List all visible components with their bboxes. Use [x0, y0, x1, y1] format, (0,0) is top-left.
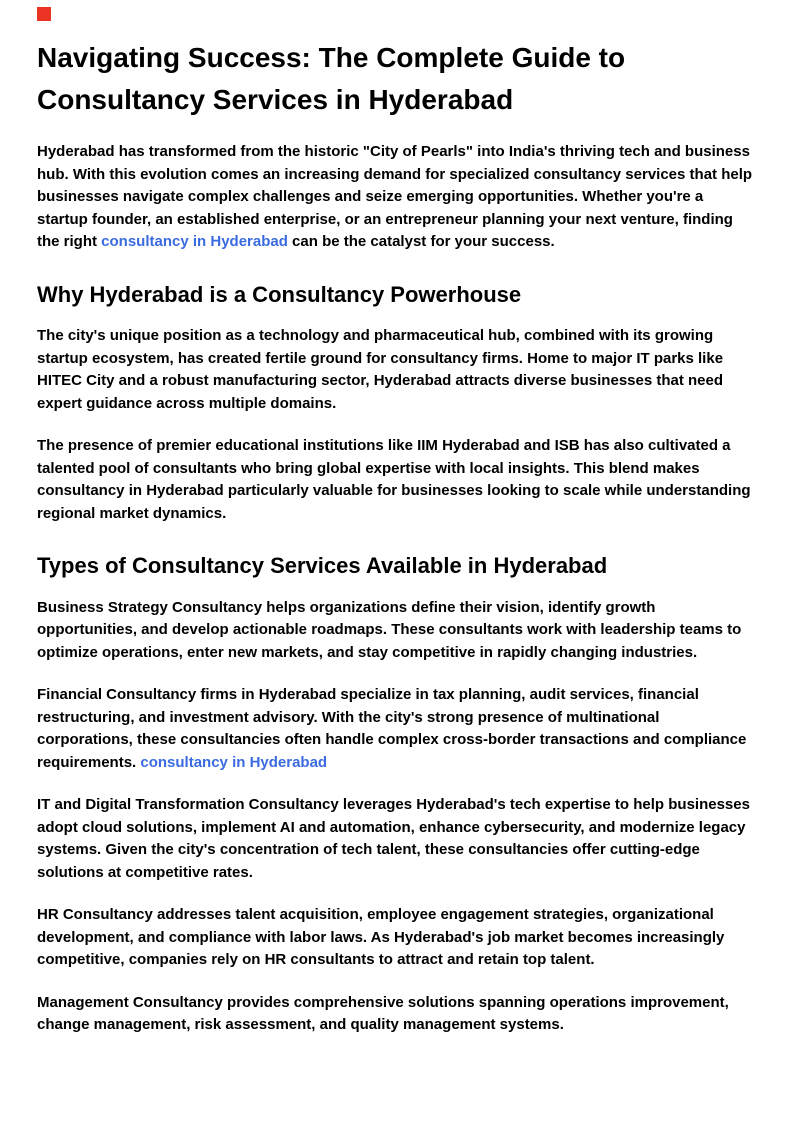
financial-text-before: Financial Consultancy firms in Hyderabad specialize in tax planning, audit services, financial restructuring, and investment advisory. With the city's strong presence of multinational corporations, these consultancies often handle complex cross-border transactions and compliance requirements. — [37, 686, 747, 771]
intro-text-after: can be the catalyst for your success. — [287, 233, 555, 250]
paragraph-city-position: The city's unique position as a technology and pharmaceutical hub, combined with its growing startup ecosystem, has created fertile ground for consultancy firms. Home to major IT parks like HITEC City and a robust manufacturing sector, Hyderabad attracts diverse businesses that need expert guidance across multiple domains. — [37, 327, 724, 412]
paragraph-it-digital: IT and Digital Transformation Consultancy leverages Hyderabad's tech expertise to help businesses adopt cloud solutions, implement AI and automation, enhance cybersecurity, and modernize legacy systems. Given the city's concentration of tech talent, these consultancies offer cutting-edge solutions at competitive rates. — [37, 796, 750, 881]
intro-text-before: Hyderabad has transformed from the historic "City of Pearls" into India's thriving tech and business hub. With this evolution comes an increasing demand for specialized consultancy services that help businesses navigate complex challenges and seize emerging opportunities. Whether you're a startup founder, an established enterprise, or an entrepreneur planning your next venture, finding the right — [37, 143, 753, 250]
paragraph-intro — [37, 141, 757, 254]
paragraph-management: Management Consultancy provides comprehensive solutions spanning operations improvement, change management, risk assessment, and quality management systems. — [37, 993, 729, 1034]
consultancy-in-hyderabad-link-2[interactable]: consultancy in Hyderabad — [140, 753, 328, 771]
consultancy-in-hyderabad-link-1[interactable]: consultancy in Hyderabad — [101, 233, 288, 250]
heading-consultancy-powerhouse: Why Hyderabad is a Consultancy Powerhouse — [37, 281, 522, 307]
heading-types-of-services: Types of Consultancy Services Available in Hyderabad — [37, 553, 608, 579]
paragraph-institutions: The presence of premier educational institutions like IIM Hyderabad and ISB has also cultivated a talented pool of consultants who bring global expertise with local insights. This blend makes consultancy in Hyderabad particularly valuable for businesses looking to scale while understanding regional market dynamics. — [37, 437, 751, 522]
paragraph-hr: HR Consultancy addresses talent acquisition, employee engagement strategies, organizational development, and compliance with labor laws. As Hyderabad's job market becomes increasingly competitive, companies rely on HR consultants to attract and retain top talent. — [37, 906, 725, 969]
paragraph-business-strategy: Business Strategy Consultancy helps organizations define their vision, identify growth opportunities, and develop actionable roadmaps. These consultants work with leadership teams to optimize operations, enter new markets, and stay competitive in rapidly changing industries. — [37, 598, 742, 661]
page-title: Navigating Success: The Complete Guide to Consultancy Services in Hyderabad — [37, 42, 626, 115]
red-square-marker — [37, 7, 51, 21]
paragraph-financial — [37, 684, 757, 774]
